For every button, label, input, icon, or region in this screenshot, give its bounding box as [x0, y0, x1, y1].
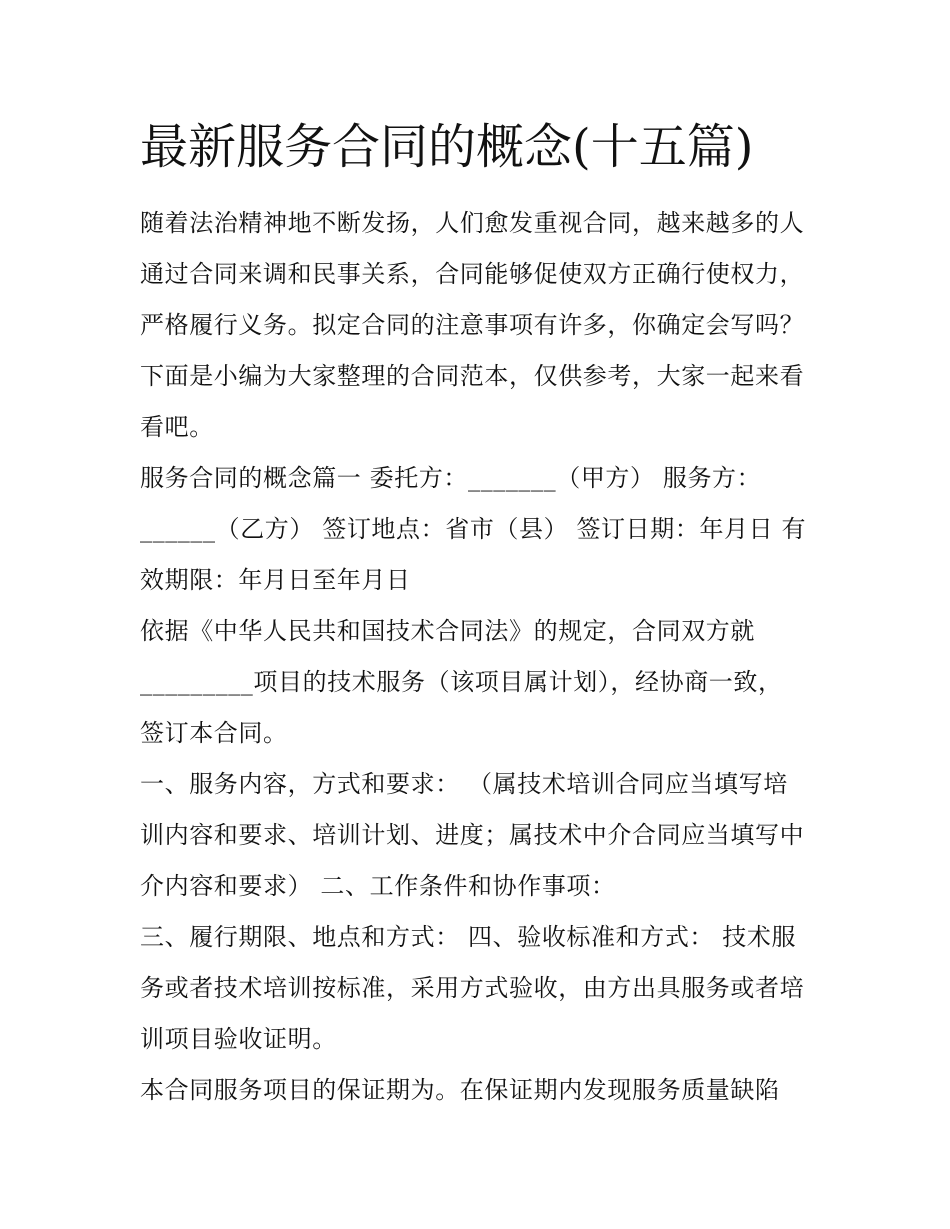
document-body [140, 198, 820, 1116]
text-line: 三、履行期限、地点和方式： 四、验收标准和方式： 技术服 [140, 923, 797, 951]
text-line: 介内容和要求） 二、工作条件和协作事项： [140, 872, 616, 900]
paragraph-terms [140, 912, 820, 1065]
text-line: 服务合同的概念篇一 委托方：_______（甲方） 服务方： [140, 464, 762, 492]
text-line: 一、服务内容，方式和要求： （属技术培训合同应当填写培 [140, 770, 788, 798]
text-line: 效期限：年月日至年月日 [140, 566, 411, 594]
document-title: 最新服务合同的概念(十五篇) [140, 119, 754, 175]
paragraph-basis [140, 606, 820, 759]
paragraph-service-content [140, 759, 820, 912]
text-line: 依据《中华人民共和国技术合同法》的规定，合同双方就 [140, 617, 755, 645]
text-line: 严格履行义务。拟定合同的注意事项有许多，你确定会写吗？ [140, 311, 805, 339]
paragraph-warranty [140, 1065, 820, 1116]
text-line: 训项目验收证明。 [140, 1025, 337, 1053]
text-line: 下面是小编为大家整理的合同范本，仅供参考，大家一起来看 [140, 362, 805, 390]
text-line: ______（乙方） 签订地点：省市（县） 签订日期：年月日 有 [140, 515, 807, 543]
text-line: _________项目的技术服务（该项目属计划），经协商一致， [140, 668, 783, 696]
text-line: 随着法治精神地不断发扬，人们愈发重视合同，越来越多的人 [140, 209, 805, 237]
paragraph-intro [140, 198, 820, 453]
text-line: 看吧。 [140, 413, 214, 441]
text-line: 务或者技术培训按标准，采用方式验收，由方出具服务或者培 [140, 974, 805, 1002]
text-line: 通过合同来调和民事关系，合同能够促使双方正确行使权力， [140, 260, 805, 288]
text-line: 签订本合同。 [140, 719, 288, 747]
paragraph-parties [140, 453, 820, 606]
text-line: 本合同服务项目的保证期为。在保证期内发现服务质量缺陷 [140, 1076, 780, 1104]
text-line: 训内容和要求、培训计划、进度；属技术中介合同应当填写中 [140, 821, 805, 849]
